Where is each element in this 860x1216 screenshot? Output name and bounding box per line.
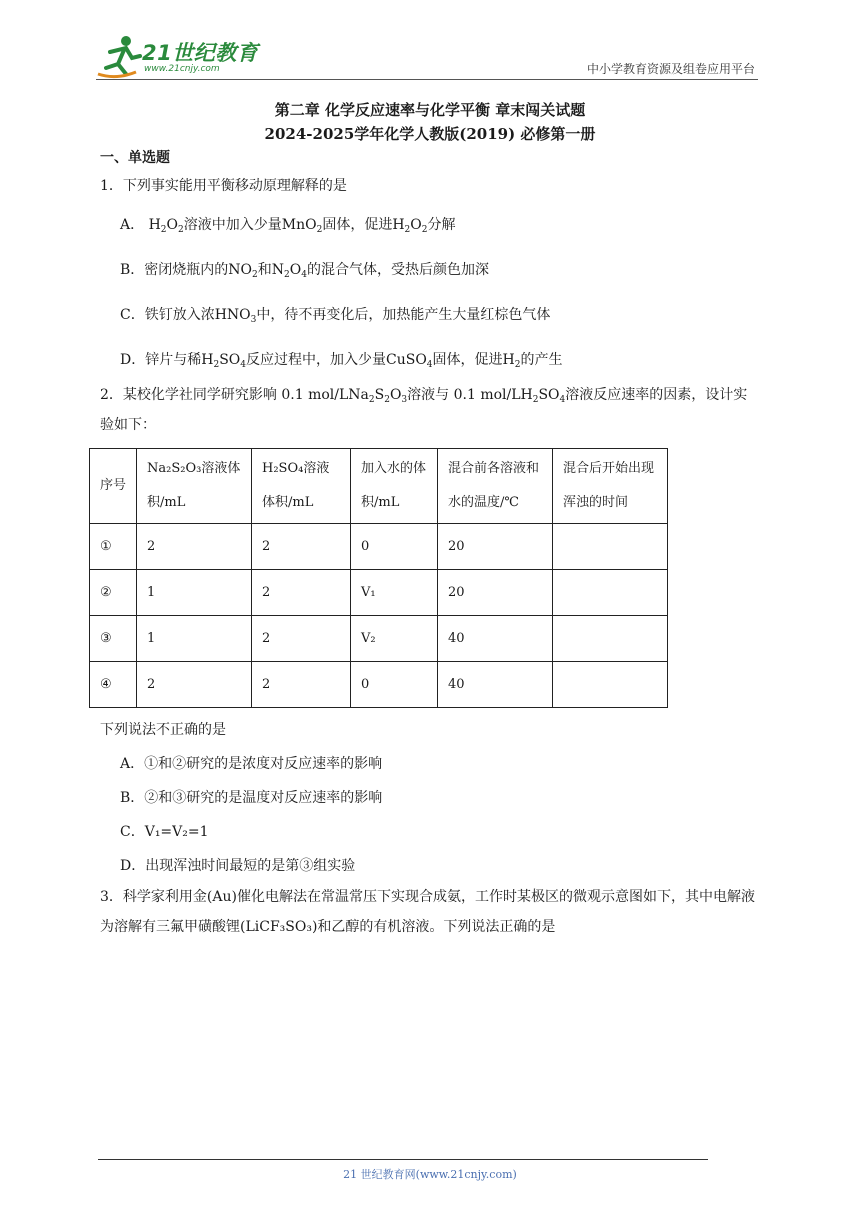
table-cell: ③ <box>90 616 137 662</box>
option-text: 锌片与稀 <box>145 352 202 368</box>
table-row <box>90 570 668 616</box>
option-text: 中，待不再变化后，加热能产生大量红棕色气体 <box>256 307 551 323</box>
option-text: 的产生 <box>520 352 563 368</box>
question-2-prompt: 下列说法不正确的是 <box>100 722 226 738</box>
table-cell <box>553 524 668 570</box>
option-label: A． <box>120 217 145 233</box>
table-cell: 1 <box>137 570 252 616</box>
table-cell: 2 <box>137 662 252 708</box>
question-1-option-c[interactable]: C．铁钉放入浓$HNO_3$中，待不再变化后，加热能产生大量红棕色气体 <box>120 307 551 325</box>
option-text: 和 <box>257 262 272 278</box>
header-divider <box>96 79 758 80</box>
table-cell: 0 <box>351 524 438 570</box>
header-cell: H₂SO₄溶液体积/mL <box>252 449 351 524</box>
table-cell: 40 <box>438 662 553 708</box>
table-cell: 0 <box>351 662 438 708</box>
table-cell: 2 <box>137 524 252 570</box>
logo-text: 21世纪教育 <box>142 41 259 65</box>
experiment-table <box>89 448 668 708</box>
table-cell: ① <box>90 524 137 570</box>
question-2-option-d[interactable]: D．出现浑浊时间最短的是第③组实验 <box>120 858 356 874</box>
table-cell: 2 <box>252 570 351 616</box>
footer-divider <box>98 1159 708 1160</box>
stem-text: 溶液反应速率的因素，设计实验如下： <box>100 387 748 433</box>
option-text: 溶液中加入少量 <box>183 217 282 233</box>
table-cell: ② <box>90 570 137 616</box>
option-label: B． <box>120 262 145 278</box>
table-cell: V₁ <box>351 570 438 616</box>
question-2-stem: 2．某校化学社同学研究影响 0.1 mol/$LNa_2S_2O_3$溶液与 0.1 mol/$LH_2SO_4$溶液反应速率的因素，设计实验如下： <box>100 387 748 433</box>
table-row <box>90 616 668 662</box>
option-text: 密闭烧瓶内的 <box>144 262 229 278</box>
option-label: C． <box>120 307 145 323</box>
table-cell: 20 <box>438 524 553 570</box>
option-text: 固体，促进 <box>432 352 503 368</box>
option-label: D． <box>120 352 146 368</box>
page-title: 第二章 化学反应速率与化学平衡 章末闯关试题 <box>274 101 586 119</box>
table-cell: 20 <box>438 570 553 616</box>
question-1-option-d[interactable]: D．锌片与稀$H_2SO_4$反应过程中，加入少量CuSO$_4$固体，促进$H_2$的产生 <box>120 352 563 370</box>
table-cell: 2 <box>252 662 351 708</box>
table-header-row <box>90 449 668 524</box>
question-1-option-b[interactable]: B．密闭烧瓶内的$NO_2$和$N_2O_4$的混合气体，受热后颜色加深 <box>120 262 489 280</box>
option-text: 分解 <box>427 217 456 233</box>
header-cell: 序号 <box>90 449 137 524</box>
question-2-option-a[interactable]: A．①和②研究的是浓度对反应速率的影响 <box>120 756 383 772</box>
option-text: 反应过程中，加入少量 <box>246 352 386 368</box>
header-cell: 混合前各溶液和水的温度/℃ <box>438 449 553 524</box>
table-cell <box>553 616 668 662</box>
table-row <box>90 524 668 570</box>
question-3-stem: 3．科学家利用金(Au)催化电解法在常温常压下实现合成氨，工作时某极区的微观示意图如下，其中电解液为溶解有三氟甲磺酸锂(LiCF₃SO₃)和乙醇的有机溶液。下列说法正确的是 <box>100 889 755 935</box>
option-text: 的混合气体，受热后颜色加深 <box>306 262 489 278</box>
header-cell: Na₂S₂O₃溶液体积/mL <box>137 449 252 524</box>
table-cell: ④ <box>90 662 137 708</box>
header-platform-text: 中小学教育资源及组卷应用平台 <box>586 62 755 76</box>
table-cell: 2 <box>252 524 351 570</box>
footer-text: 21 世纪教育网(www.21cnjy.com) <box>343 1168 517 1181</box>
option-text: 铁钉放入浓 <box>144 307 215 323</box>
table-cell: 2 <box>252 616 351 662</box>
table-cell <box>553 662 668 708</box>
header-cell: 混合后开始出现浑浊的时间 <box>553 449 668 524</box>
stem-text: 溶液与 0.1 mol/LH <box>407 387 533 403</box>
question-2-option-b[interactable]: B．②和③研究的是温度对反应速率的影响 <box>120 790 383 806</box>
table-row <box>90 662 668 708</box>
stem-text: 2．某校化学社同学研究影响 0.1 mol/LNa <box>100 387 369 403</box>
site-logo <box>96 34 266 80</box>
table-cell: V₂ <box>351 616 438 662</box>
section-heading: 一、单选题 <box>100 150 170 166</box>
table-cell <box>553 570 668 616</box>
logo-url: www.21cnjy.com <box>144 64 220 74</box>
running-man-icon <box>96 34 144 80</box>
table-cell: 1 <box>137 616 252 662</box>
header-cell: 加入水的体积/mL <box>351 449 438 524</box>
table-cell: 40 <box>438 616 553 662</box>
option-text: 固体，促进 <box>322 217 393 233</box>
question-1-stem: 1．下列事实能用平衡移动原理解释的是 <box>100 178 347 194</box>
page-subtitle: 2024-2025学年化学人教版(2019) 必修第一册 <box>264 125 596 143</box>
question-1-option-a[interactable]: A． $H_2O_2$溶液中加入少量MnO$_2$固体，促进$H_2O_2$分解 <box>120 217 456 235</box>
question-2-option-c[interactable]: C．V₁=V₂=1 <box>120 824 209 840</box>
